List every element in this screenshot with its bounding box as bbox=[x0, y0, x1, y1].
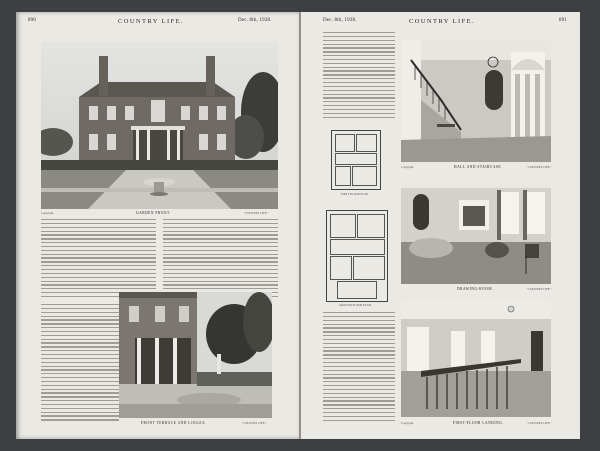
first-floor-landing-image bbox=[401, 301, 551, 417]
garden-front-caption: GARDEN FRONT. bbox=[136, 211, 171, 215]
hall-staircase-image bbox=[401, 40, 551, 162]
first-floor-landing-caption: FIRST-FLOOR LANDING. bbox=[453, 421, 504, 425]
body-text-column-3 bbox=[41, 304, 119, 424]
body-text-column-1 bbox=[41, 219, 156, 299]
first-floor-landing-photo bbox=[401, 301, 551, 417]
hall-staircase-caption: HALL AND STAIRCASE. bbox=[454, 165, 503, 169]
left-page-number: 890 bbox=[28, 18, 37, 23]
front-terrace-caption: FRONT TERRACE AND LOGGIA. bbox=[141, 421, 207, 425]
right-page bbox=[301, 12, 580, 439]
hall-staircase-photo bbox=[401, 40, 551, 162]
garden-front-credit-left: Copyright. bbox=[41, 211, 54, 215]
front-terrace-credit: "COUNTRY LIFE." bbox=[242, 421, 267, 425]
body-text-column-2 bbox=[163, 219, 278, 301]
first-floor-plan bbox=[331, 130, 381, 190]
right-date: Dec. 8th, 1928. bbox=[323, 18, 357, 23]
right-body-text-column bbox=[323, 32, 395, 122]
hall-credit-left: Copyright. bbox=[401, 165, 414, 169]
drawing-room-caption: DRAWING-ROOM. bbox=[457, 287, 494, 291]
drawing-room-photo bbox=[401, 178, 551, 284]
first-floor-plan-label: FIRST FLOOR PLAN. bbox=[341, 192, 370, 196]
left-date: Dec. 8th, 1928. bbox=[238, 18, 272, 23]
ground-floor-plan-label: GROUND FLOOR PLAN. bbox=[339, 303, 372, 307]
hall-credit-right: "COUNTRY LIFE." bbox=[527, 165, 552, 169]
front-terrace-image bbox=[119, 292, 272, 418]
ground-floor-plan bbox=[326, 210, 388, 302]
garden-front-credit-right: "COUNTRY LIFE." bbox=[244, 211, 269, 215]
left-page bbox=[16, 12, 299, 439]
drawing-room-credit: "COUNTRY LIFE." bbox=[527, 287, 552, 291]
left-magazine-title: COUNTRY LIFE. bbox=[118, 18, 184, 25]
landing-credit-right: "COUNTRY LIFE." bbox=[527, 421, 552, 425]
drawing-room-image bbox=[401, 178, 551, 284]
right-page-number: 891 bbox=[559, 18, 568, 23]
garden-front-image bbox=[41, 42, 278, 209]
right-magazine-title: COUNTRY LIFE. bbox=[409, 18, 475, 25]
garden-front-photo bbox=[41, 42, 278, 209]
front-terrace-photo bbox=[119, 292, 272, 418]
right-lower-text-column bbox=[323, 312, 395, 424]
landing-credit-left: Copyright. bbox=[401, 421, 414, 425]
